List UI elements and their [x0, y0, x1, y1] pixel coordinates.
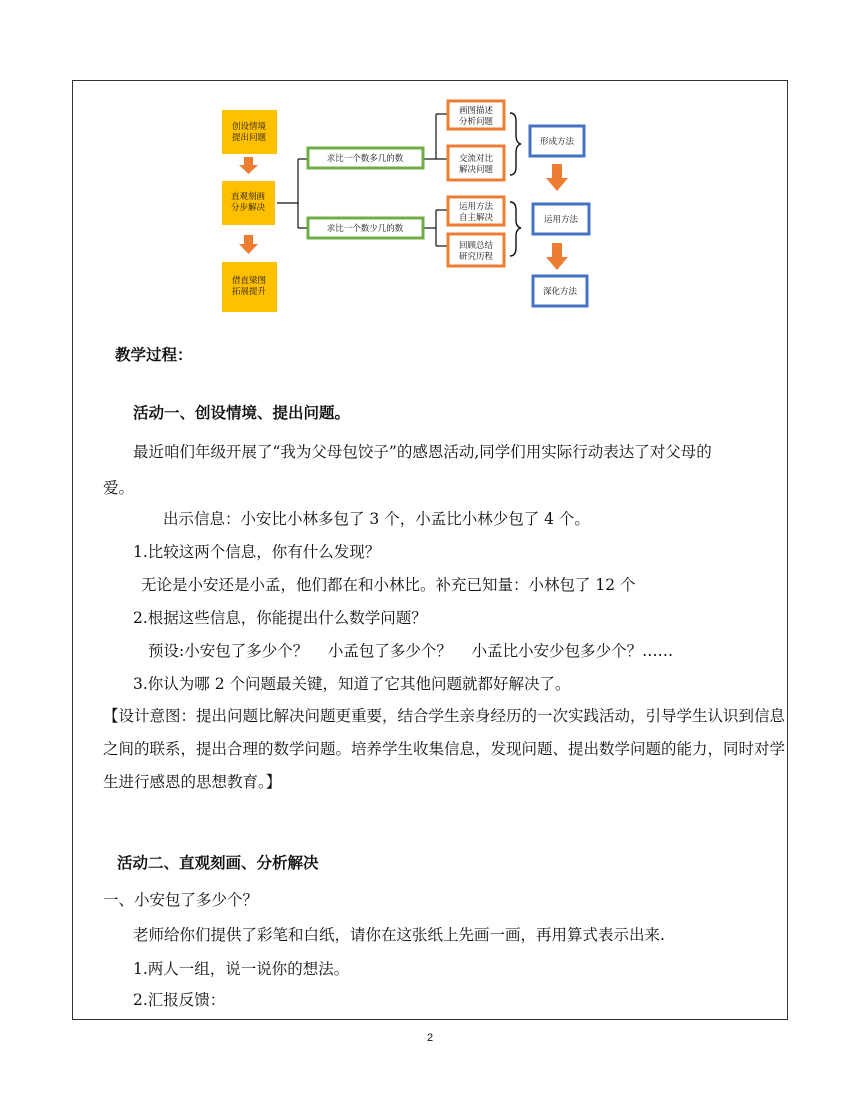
activity1-intro-line1: 最近咱们年级开展了“我为父母包饺子”的感恩活动,同学们用实际行动表达了对父母的 — [133, 443, 712, 461]
sub-step-1 — [448, 101, 504, 129]
activity2-step1: 1.两人一组，说一说你的想法。 — [133, 960, 350, 978]
sub-step-3 — [448, 197, 504, 225]
left-step-2 — [222, 181, 275, 225]
activity2-step2: 2.汇报反馈： — [133, 991, 226, 1009]
activity1-title: 活动一、创设情境、提出问题。 — [133, 404, 351, 422]
left-step-1 — [222, 110, 277, 154]
problem-box-more — [308, 148, 423, 168]
activity1-q1: 1.比较这两个信息，你有什么发现？ — [133, 543, 381, 561]
brace-lower — [510, 202, 521, 256]
problem-box-less-text — [327, 223, 404, 234]
brace-upper — [510, 113, 521, 175]
activity1-q3: 3.你认为哪 2 个问题最关键，知道了它其他问题就都好解决了。 — [133, 675, 571, 693]
diagram-label-line: 运用方法 — [458, 202, 494, 212]
diagram-label-line: 求比一个数少几的数 — [326, 224, 404, 234]
arrow-down-4 — [546, 243, 568, 270]
diagram-label-line: 分步解决 — [230, 203, 266, 213]
left-step-3 — [222, 262, 277, 312]
diagram-label-line: 分析问题 — [458, 117, 494, 127]
method-box-2-text — [544, 214, 579, 225]
diagram-label-line: 研究历程 — [458, 252, 494, 262]
activity2-line1: 老师给你们提供了彩笔和白纸，请你在这张纸上先画一画，再用算式表示出来. — [133, 926, 665, 944]
diagram-label-line: 画图描述 — [458, 106, 494, 116]
diagram-label-line: 深化方法 — [542, 287, 578, 297]
activity1-intro-line2: 爱。 — [103, 479, 135, 497]
arrow-down-1 — [239, 157, 258, 174]
activity2-title: 活动二、直观刻画、分析解决 — [117, 854, 319, 872]
diagram-label-line: 解决问题 — [458, 165, 494, 175]
diagram-label-line: 自主解决 — [458, 213, 494, 223]
sub-step-4 — [448, 234, 504, 266]
teaching-flow-diagram — [0, 0, 860, 330]
activity1-info: 出示信息：小安比小林多包了 3 个，小孟比小林少包了 4 个。 — [163, 510, 590, 528]
arrow-down-3 — [546, 164, 568, 191]
diagram-label-line: 借直梁图 — [231, 276, 267, 286]
problem-box-more-text — [327, 153, 404, 164]
diagram-label-line: 求比一个数多几的数 — [326, 154, 404, 164]
method-box-3-text — [543, 286, 578, 297]
process-title: 教学过程： — [115, 346, 193, 364]
activity2-subtitle: 一、小安包了多少个？ — [103, 891, 259, 909]
activity1-a1: 无论是小安还是小孟，他们都在和小林比。补充已知量：小林包了 12 个 — [141, 576, 636, 594]
diagram-label-line: 形成方法 — [539, 137, 575, 147]
problem-box-less — [308, 218, 423, 238]
design-intent: 【设计意图：提出问题比解决问题更重要，结合学生亲身经历的一次实践活动，引导学生认识到信息之间的联系，提出合理的数学问题。培养学生收集信息，发现问题、提出数学问题的能力，同时对学生进行感恩的思想教育。】 — [103, 707, 786, 791]
diagram-label-line: 提出问题 — [231, 133, 267, 143]
activity1-preset: 预设:小安包了多少个？ 小孟包了多少个？ 小孟比小安少包多少个？…… — [148, 642, 674, 660]
diagram-label-line: 交流对比 — [458, 154, 494, 164]
method-box-2 — [533, 204, 589, 234]
arrow-down-2 — [239, 235, 258, 254]
method-box-3 — [533, 276, 587, 306]
diagram-label-line: 运用方法 — [543, 215, 579, 225]
method-box-1-text — [540, 136, 575, 147]
diagram-label-line: 直观刻画 — [230, 192, 266, 202]
activity1-q2: 2.根据这些信息，你能提出什么数学问题？ — [133, 609, 427, 627]
diagram-label-line: 回顾总结 — [458, 241, 494, 251]
page-number: 2 — [426, 1032, 434, 1044]
method-box-1 — [530, 126, 584, 156]
sub-step-2 — [448, 146, 504, 180]
diagram-label-line: 拓展提升 — [231, 287, 267, 297]
diagram-label-line: 创设情境 — [231, 122, 267, 132]
